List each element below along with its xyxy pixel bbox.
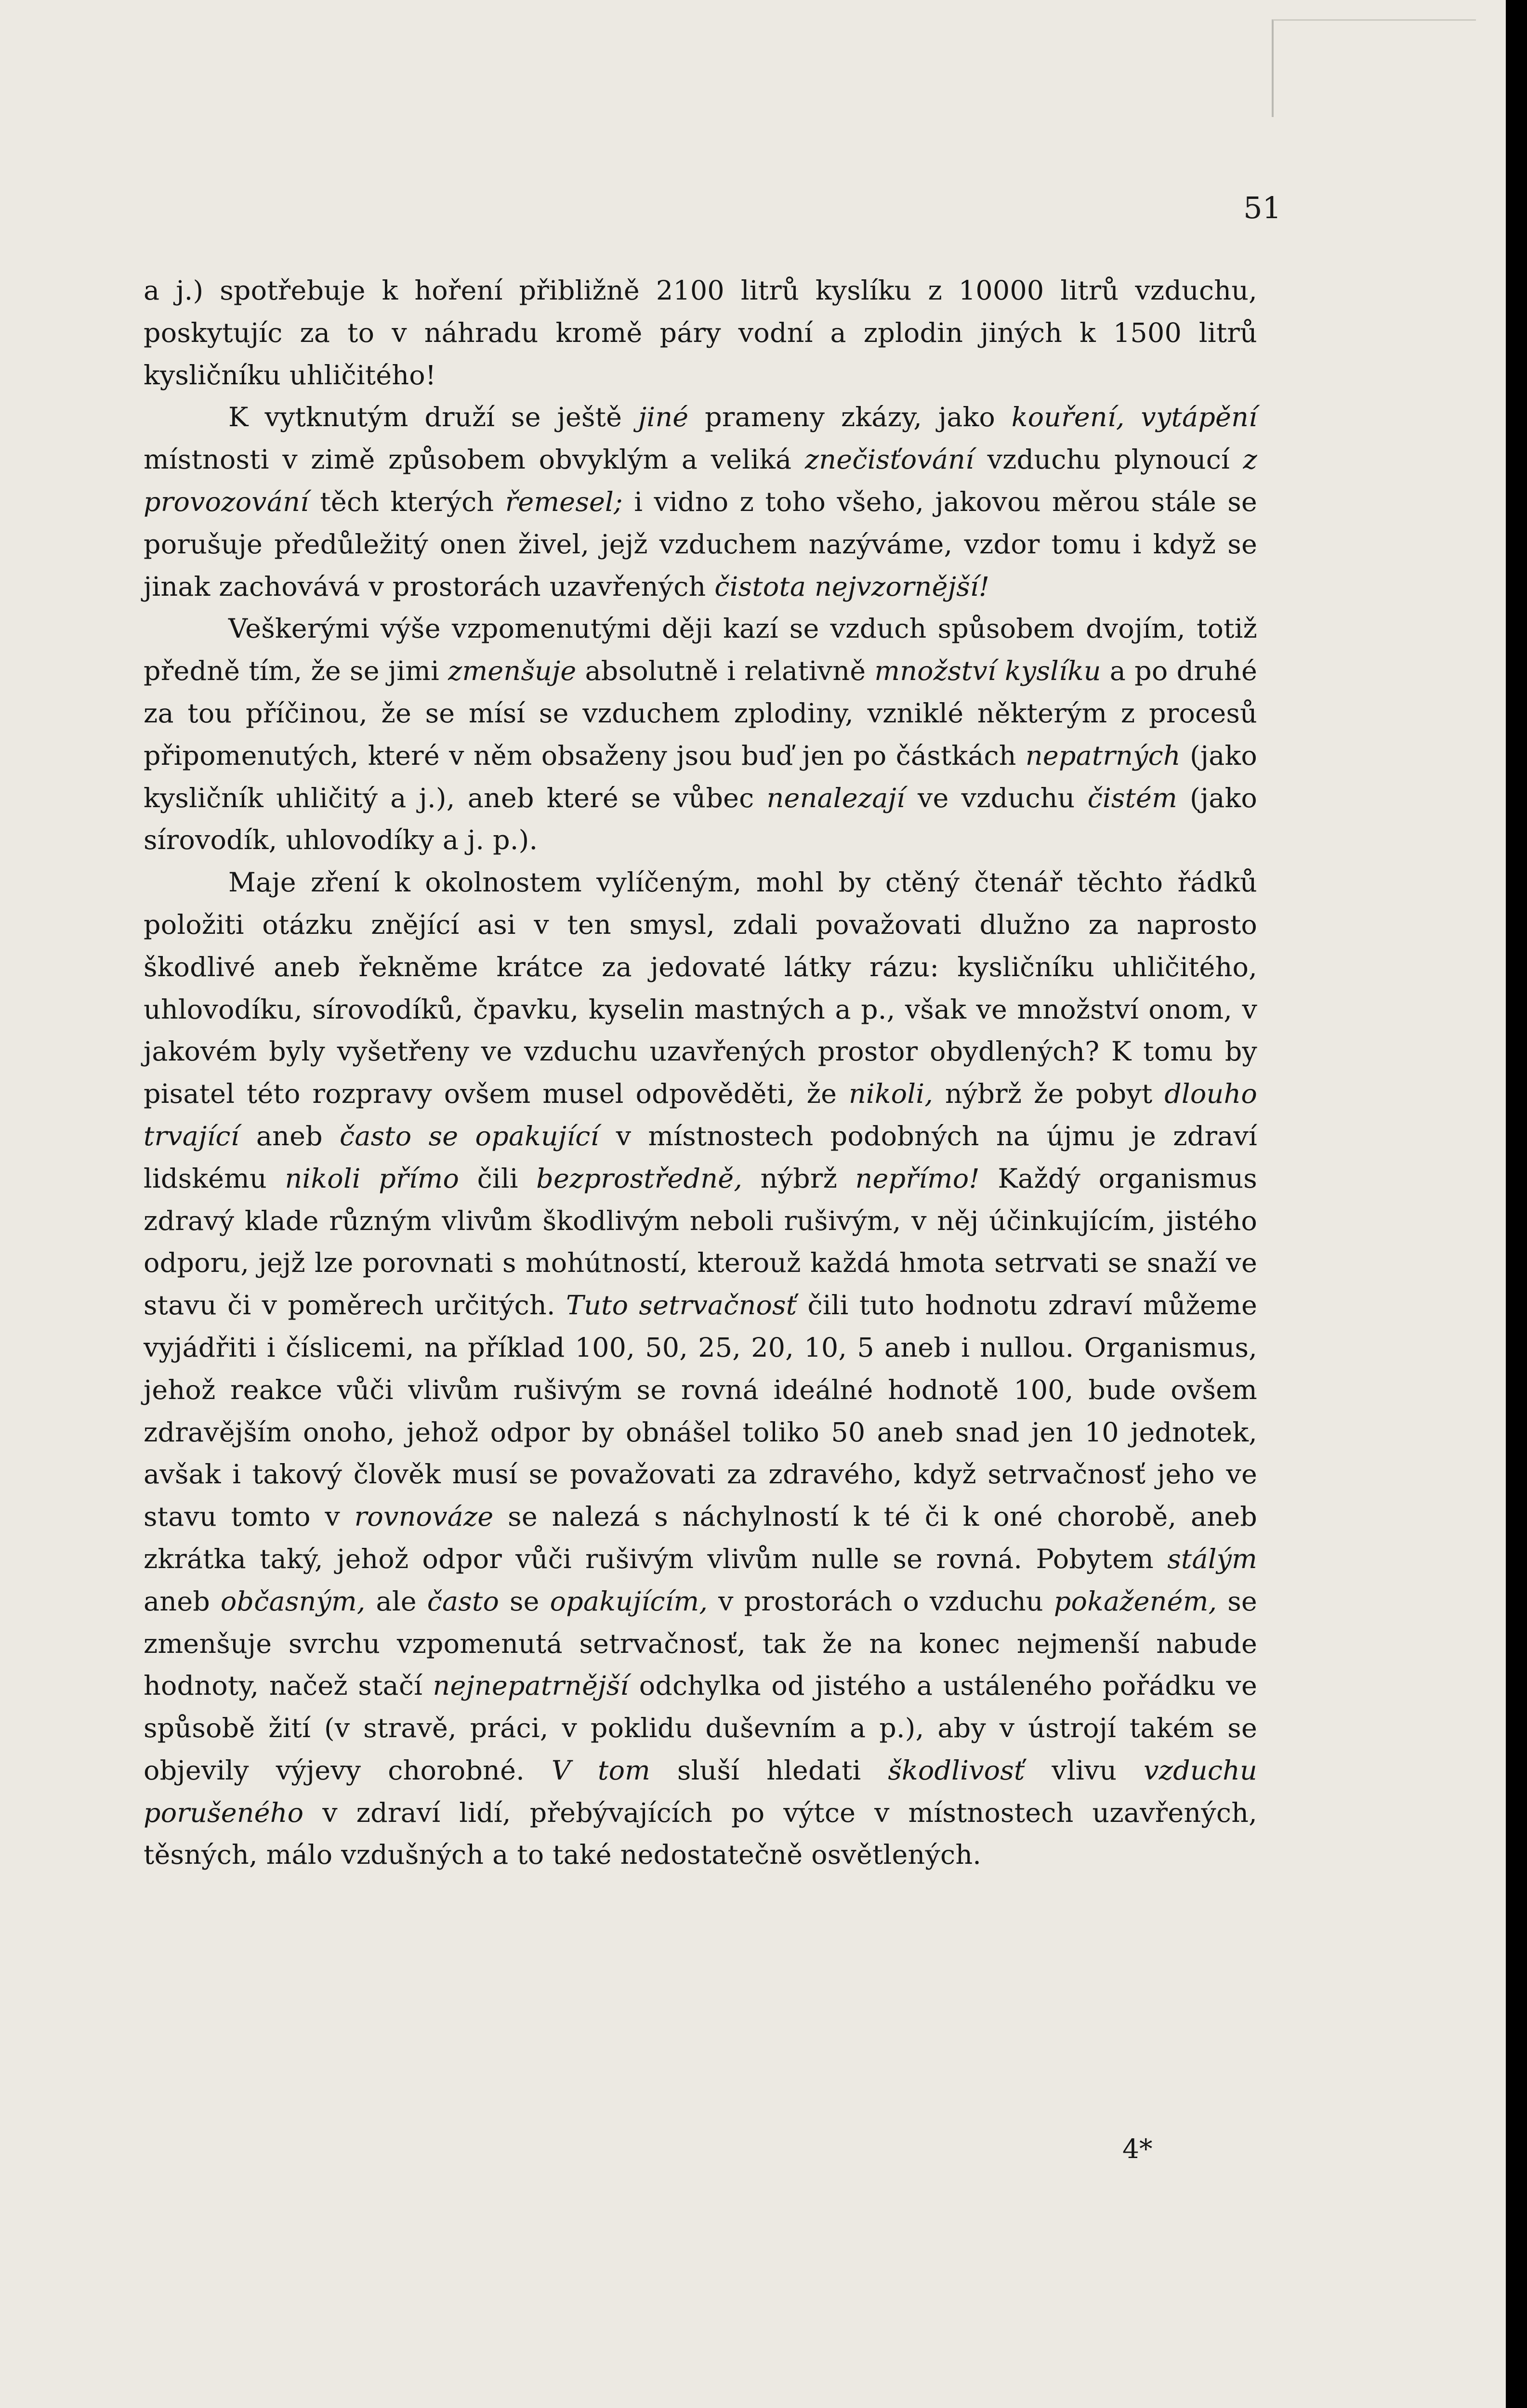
emphasis: nikoli, bbox=[848, 1078, 934, 1110]
emphasis: často bbox=[427, 1585, 500, 1617]
signature-mark: 4* bbox=[1122, 2133, 1153, 2164]
text-run: K vytknutým druží se ještě bbox=[228, 402, 638, 433]
text-run: čili bbox=[459, 1163, 537, 1194]
emphasis: nepatrných bbox=[1025, 740, 1181, 772]
emphasis: řemesel; bbox=[505, 486, 623, 518]
emphasis: z provozování bbox=[144, 444, 1257, 518]
emphasis: Tuto setrvačnosť bbox=[566, 1290, 797, 1322]
emphasis: čistota nejvzornější! bbox=[714, 571, 990, 602]
text-run: i vidno z toho všeho, jakovou měrou stále se porušuje předůležitý onen živel, jejž vzduchem nazýváme, vzdor tomu i když se jinak zachovává v prostorách uzavřených bbox=[144, 486, 1257, 602]
emphasis: jiné bbox=[638, 402, 689, 433]
text-run: ve vzduchu bbox=[905, 782, 1088, 814]
text-run: v zdraví lidí, přebývajících po výtce v místnostech uzavřených, těsných, málo vzdušných a to také nedostatečně osvětlených. bbox=[144, 1797, 1257, 1871]
text-run: aneb bbox=[239, 1120, 340, 1152]
text-run: se zmenšuje svrchu vzpomenutá setrvačnosť, tak že na konec nejmenší nabude hodnoty, načež stačí bbox=[144, 1585, 1257, 1702]
text-run: sluší hledati bbox=[650, 1754, 888, 1786]
text-run: nýbrž bbox=[742, 1163, 856, 1194]
emphasis: stálým bbox=[1167, 1543, 1257, 1575]
emphasis: pokaženém, bbox=[1053, 1585, 1217, 1617]
text-run: v místnostech podobných na újmu je zdraví lidskému bbox=[144, 1120, 1257, 1194]
emphasis: opakujícím, bbox=[550, 1585, 708, 1617]
emphasis: občasným, bbox=[220, 1585, 366, 1617]
text-run: těch kterých bbox=[309, 486, 505, 518]
emphasis: často se opakující bbox=[340, 1120, 599, 1152]
text-run: Každý organismus zdravý klade různým vlivům škodlivým neboli rušivým, v něj účinkujícím, jistého odporu, jejž lze porovnati s mohútností, kterouž každá hmota setrvati se snaží ve stavu či v poměrech určitých. bbox=[144, 1163, 1257, 1322]
emphasis: dlouho trvající bbox=[144, 1078, 1257, 1152]
text-run: vzduchu plynoucí bbox=[974, 444, 1243, 476]
text-run: (jako sírovodík, uhlovodíky a j. p.). bbox=[144, 782, 1258, 856]
body-text bbox=[144, 270, 1257, 1876]
emphasis: zmenšuje bbox=[448, 655, 577, 687]
emphasis: škodlivosť bbox=[888, 1754, 1025, 1786]
emphasis: nikoli přímo bbox=[285, 1163, 460, 1194]
text-run: vlivu bbox=[1025, 1754, 1144, 1786]
emphasis: V tom bbox=[551, 1754, 651, 1786]
paragraph bbox=[144, 862, 1257, 1876]
paragraph bbox=[144, 608, 1257, 862]
text-run: Veškerými výše vzpomenutými ději kazí se vzduch spůsobem dvojím, totiž předně tím, že se jimi bbox=[144, 613, 1257, 687]
emphasis: kouření, vytápění bbox=[1011, 402, 1257, 433]
emphasis: bezprostředně, bbox=[536, 1163, 743, 1194]
text-run: Maje zření k okolnostem vylíčeným, mohl by ctěný čtenář těchto řádků položiti otázku znějící asi v ten smysl, zdali považovati dlužno za naprosto škodlivé aneb řekněme krátce za jedovaté látky rázu: kysličníku uhličitého, uhlovodíku, sírovodíků, čpavku, kyselin mastných a p., však ve množství onom, v jakovém byly vyšetřeny ve vzduchu uzavřených prostor obydlených? K tomu by pisatel této rozpravy ovšem musel odpověděti, že bbox=[144, 867, 1257, 1110]
text-run: se bbox=[499, 1585, 550, 1617]
text-run: absolutně i relativně bbox=[576, 655, 875, 687]
page-corner-shadow bbox=[1272, 19, 1476, 117]
text-run: ale bbox=[365, 1585, 427, 1617]
text-run: prameny zkázy, jako bbox=[688, 402, 1012, 433]
emphasis: množství kyslíku bbox=[874, 655, 1101, 687]
emphasis: nepřímo! bbox=[855, 1163, 980, 1194]
paragraph: a j.) spotřebuje k hoření přibližně 2100 litrů kyslíku z 10000 litrů vzduchu, poskytujíc za to v náhradu kromě páry vodní a zplodin jiných k 1500 litrů kysličníku uhličitého! bbox=[144, 275, 1257, 391]
emphasis: nenalezají bbox=[766, 782, 905, 814]
emphasis: znečisťování bbox=[804, 444, 974, 476]
text-run: (jako kysličník uhličitý a j.), aneb které se vůbec bbox=[144, 740, 1258, 814]
text-run: nýbrž že pobyt bbox=[933, 1078, 1165, 1110]
text-run: v prostorách o vzduchu bbox=[708, 1585, 1054, 1617]
text-run: a po druhé za tou příčinou, že se mísí se vzduchem zplodiny, vzniklé některým z procesů připomenutých, které v něm obsaženy jsou buď jen po částkách bbox=[144, 655, 1257, 772]
text-run: aneb bbox=[144, 1585, 221, 1617]
text-run: se nalezá s náchylností k té či k oné chorobě, aneb zkrátka taký, jehož odpor vůči rušivým vlivům nulle se rovná. Pobytem bbox=[144, 1501, 1257, 1575]
scan-edge bbox=[1506, 0, 1527, 2408]
text-run: čili tuto hodnotu zdraví můžeme vyjádřiti i číslicemi, na příklad 100, 50, 25, 20, 10, 5 aneb i nullou. Organismus, jehož reakce vůči vlivům rušivým se rovná ideálné hodnotě 100, bude ovšem zdravějším onoho, jehož odpor by obnášel toliko 50 aneb snad jen 10 jednotek, avšak i takový člověk musí se považovati za zdravého, když setrvačnosť jeho ve stavu tomto v bbox=[144, 1290, 1257, 1533]
emphasis: čistém bbox=[1087, 782, 1177, 814]
emphasis: rovnováze bbox=[354, 1501, 494, 1533]
paragraph bbox=[144, 396, 1257, 608]
page-number: 51 bbox=[1243, 190, 1281, 225]
text-run: místnosti v zimě způsobem obvyklým a veliká bbox=[144, 444, 805, 476]
text-run: odchylka od jistého a ustáleného pořádku ve spůsobě žití (v stravě, práci, v poklidu duševním a p.), aby v ústrojí takém se objevily výjevy chorobné. bbox=[144, 1670, 1257, 1786]
emphasis: nejnepatrnější bbox=[433, 1670, 629, 1702]
emphasis: vzduchu porušeného bbox=[144, 1754, 1257, 1829]
